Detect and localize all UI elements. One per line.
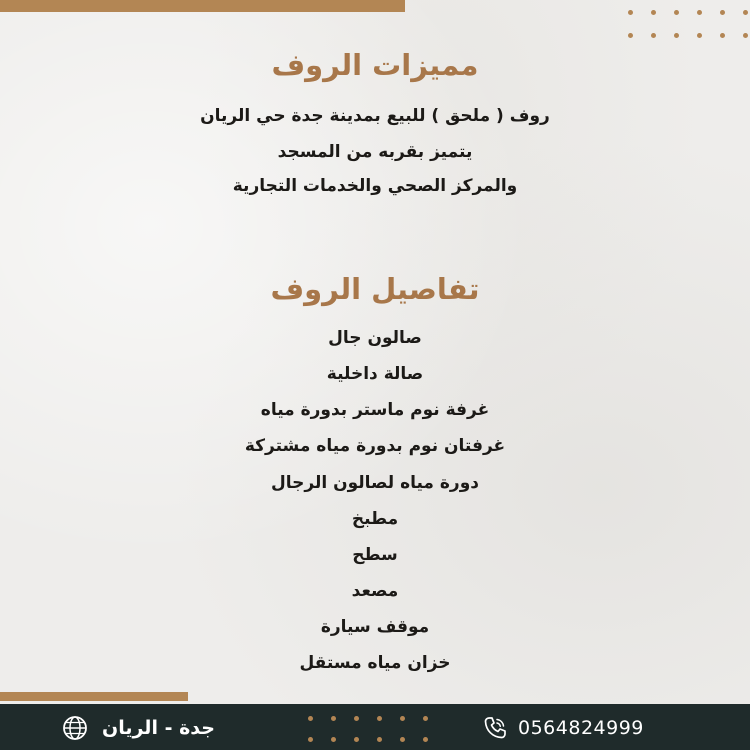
decorative-dots-footer — [308, 716, 428, 742]
footer-location — [62, 712, 215, 744]
details-item: موقف سيارة — [320, 617, 430, 637]
details-item: دورة مياه لصالون الرجال — [271, 473, 479, 493]
details-item: صالون جال — [328, 328, 422, 348]
features-title: مميزات الروف — [271, 48, 479, 82]
features-line-2: يتميز بقربه من المسجد — [277, 142, 473, 162]
details-item: سطح — [352, 545, 398, 565]
details-item: غرفة نوم ماستر بدورة مياه — [260, 400, 490, 420]
decorative-dots-top — [628, 10, 748, 38]
features-line-3: والمركز الصحي والخدمات التجارية — [232, 176, 518, 196]
details-item: خزان مياه مستقل — [299, 653, 451, 673]
details-item: مطبخ — [351, 509, 399, 529]
top-accent-bar — [0, 0, 405, 12]
details-title: تفاصيل الروف — [270, 272, 480, 306]
footer-phone[interactable] — [482, 712, 644, 744]
details-item: صالة داخلية — [326, 364, 424, 384]
features-line-1: روف ( ملحق ) للبيع بمدينة جدة حي الريان — [200, 106, 550, 126]
bottom-accent-bar — [0, 692, 188, 701]
details-item: غرفتان نوم بدورة مياه مشتركة — [244, 436, 506, 456]
location-text: جدة - الريان — [102, 717, 215, 739]
phone-icon — [482, 715, 508, 741]
details-item: مصعد — [351, 581, 399, 601]
phone-number[interactable]: 0564824999 — [518, 717, 644, 739]
globe-icon — [62, 715, 88, 741]
